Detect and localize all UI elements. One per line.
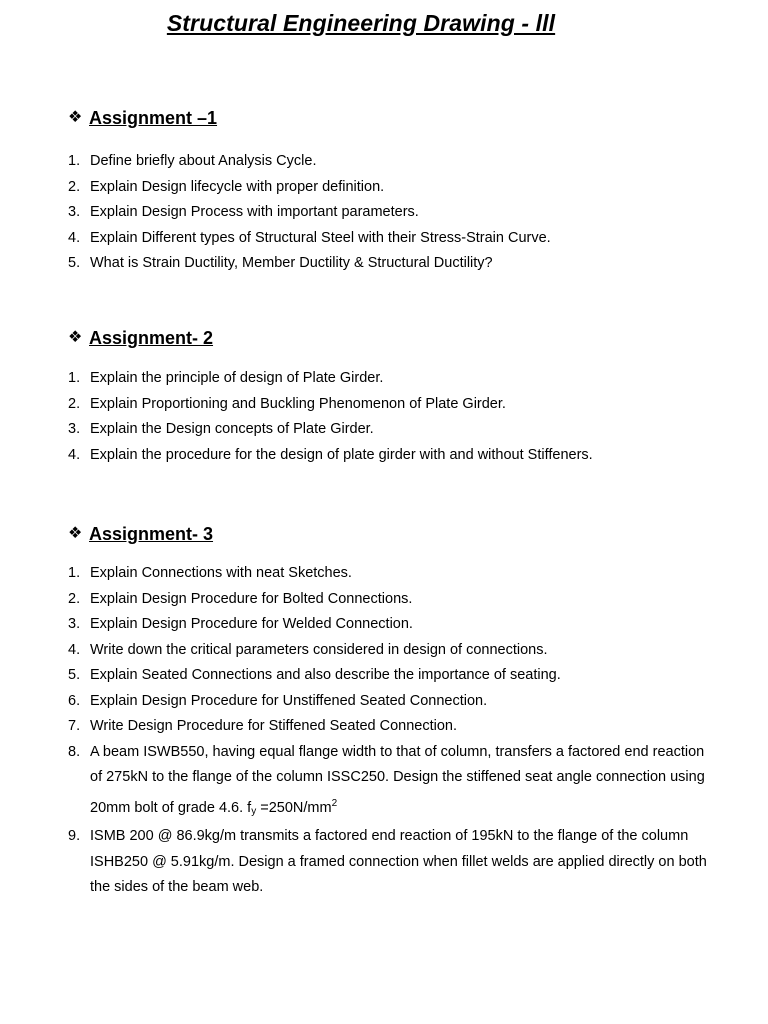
item-text: Explain the principle of design of Plate Girder. <box>90 370 384 386</box>
assignment-3-section <box>68 521 708 901</box>
list-item <box>68 638 708 664</box>
item-text-continued: =250N/mm <box>256 799 332 816</box>
item-number: 5. <box>68 255 81 271</box>
list-item <box>68 587 708 613</box>
question-list <box>68 366 708 468</box>
item-number: 1. <box>68 153 81 169</box>
document-title: Structural Engineering Drawing - lll <box>166 10 556 36</box>
item-text: Write Design Procedure for Stiffened Seated Connection. <box>90 718 458 734</box>
item-number: 4. <box>68 641 81 658</box>
item-number: 2. <box>68 590 81 607</box>
item-text: Explain Different types of Structural Steel with their Stress-Strain Curve. <box>90 229 551 246</box>
item-number: 7. <box>68 718 81 734</box>
item-text: Explain Design Procedure for Welded Connection. <box>90 616 413 632</box>
list-item <box>68 740 708 825</box>
list-item <box>68 824 708 901</box>
item-text: Explain the Design concepts of Plate Girder. <box>90 421 374 437</box>
list-item <box>68 561 708 587</box>
list-item <box>68 200 708 226</box>
item-text: Explain Seated Connections and also describe the importance of seating. <box>90 667 561 683</box>
item-number: 3. <box>68 204 81 220</box>
list-item <box>68 714 708 740</box>
section-heading-label: Assignment- 2 <box>89 327 214 348</box>
item-number: 5. <box>68 667 81 683</box>
item-text: ISMB 200 @ 86.9kg/m transmits a factored end reaction of 195kN to the flange of the column ISHB250 @ 5.91kg/m. Design a framed connection when fillet welds are applied directly on both the sides of the beam web. <box>90 828 707 895</box>
item-number: 3. <box>68 421 81 437</box>
subscript-y: y <box>251 805 257 817</box>
list-item <box>68 392 708 418</box>
section-heading-label: Assignment- 3 <box>89 523 214 544</box>
item-number: 2. <box>68 395 81 412</box>
item-text-block <box>90 740 708 825</box>
item-text: Explain Proportioning and Buckling Phenomenon of Plate Girder. <box>90 395 506 412</box>
item-text: Explain Design Procedure for Unstiffened Seated Connection. <box>90 692 488 709</box>
section-heading-label: Assignment –1 <box>89 107 218 128</box>
list-item <box>68 612 708 638</box>
item-number: 2. <box>68 178 81 195</box>
question-list <box>68 149 708 277</box>
section-heading <box>68 325 708 351</box>
item-number: 6. <box>68 692 81 709</box>
list-item <box>68 443 708 469</box>
item-text: Explain the procedure for the design of plate girder with and without Stiffeners. <box>90 446 593 463</box>
item-number: 3. <box>68 616 81 632</box>
item-number: 4. <box>68 446 81 463</box>
diamond-bullet-icon: ❖ <box>68 329 83 346</box>
list-item <box>68 663 708 689</box>
item-text: What is Strain Ductility, Member Ductility & Structural Ductility? <box>90 255 493 271</box>
list-item <box>68 417 708 443</box>
list-item <box>68 251 708 277</box>
diamond-bullet-icon: ❖ <box>68 109 83 126</box>
item-number: 4. <box>68 229 81 246</box>
question-list <box>68 561 708 901</box>
list-item <box>68 149 708 175</box>
section-heading <box>68 105 708 131</box>
item-number: 1. <box>68 370 81 386</box>
item-number: 1. <box>68 565 81 581</box>
item-number: 9. <box>68 828 81 844</box>
item-text: Explain Design lifecycle with proper definition. <box>90 178 385 195</box>
item-text: Explain Design Process with important parameters. <box>90 204 419 220</box>
list-item <box>68 175 708 201</box>
section-heading <box>68 521 708 547</box>
item-text: Explain Connections with neat Sketches. <box>90 565 352 581</box>
list-item <box>68 226 708 252</box>
item-text: Explain Design Procedure for Bolted Connections. <box>90 590 413 607</box>
assignment-2-section <box>68 325 708 468</box>
item-text: A beam ISWB550, having equal flange width to that of column, transfers a factored end reaction of 275kN to the flange of the column ISSC250. Design the stiffened seat angle connection using 20mm bolt of grade 4.6. f <box>90 743 705 816</box>
assignment-1-section <box>68 105 708 277</box>
item-number: 8. <box>68 743 81 760</box>
list-item <box>68 689 708 715</box>
diamond-bullet-icon: ❖ <box>68 525 83 542</box>
item-text: Write down the critical parameters considered in design of connections. <box>90 641 548 658</box>
superscript-2: 2 <box>331 797 338 809</box>
item-text: Define briefly about Analysis Cycle. <box>90 153 317 169</box>
list-item <box>68 366 708 392</box>
